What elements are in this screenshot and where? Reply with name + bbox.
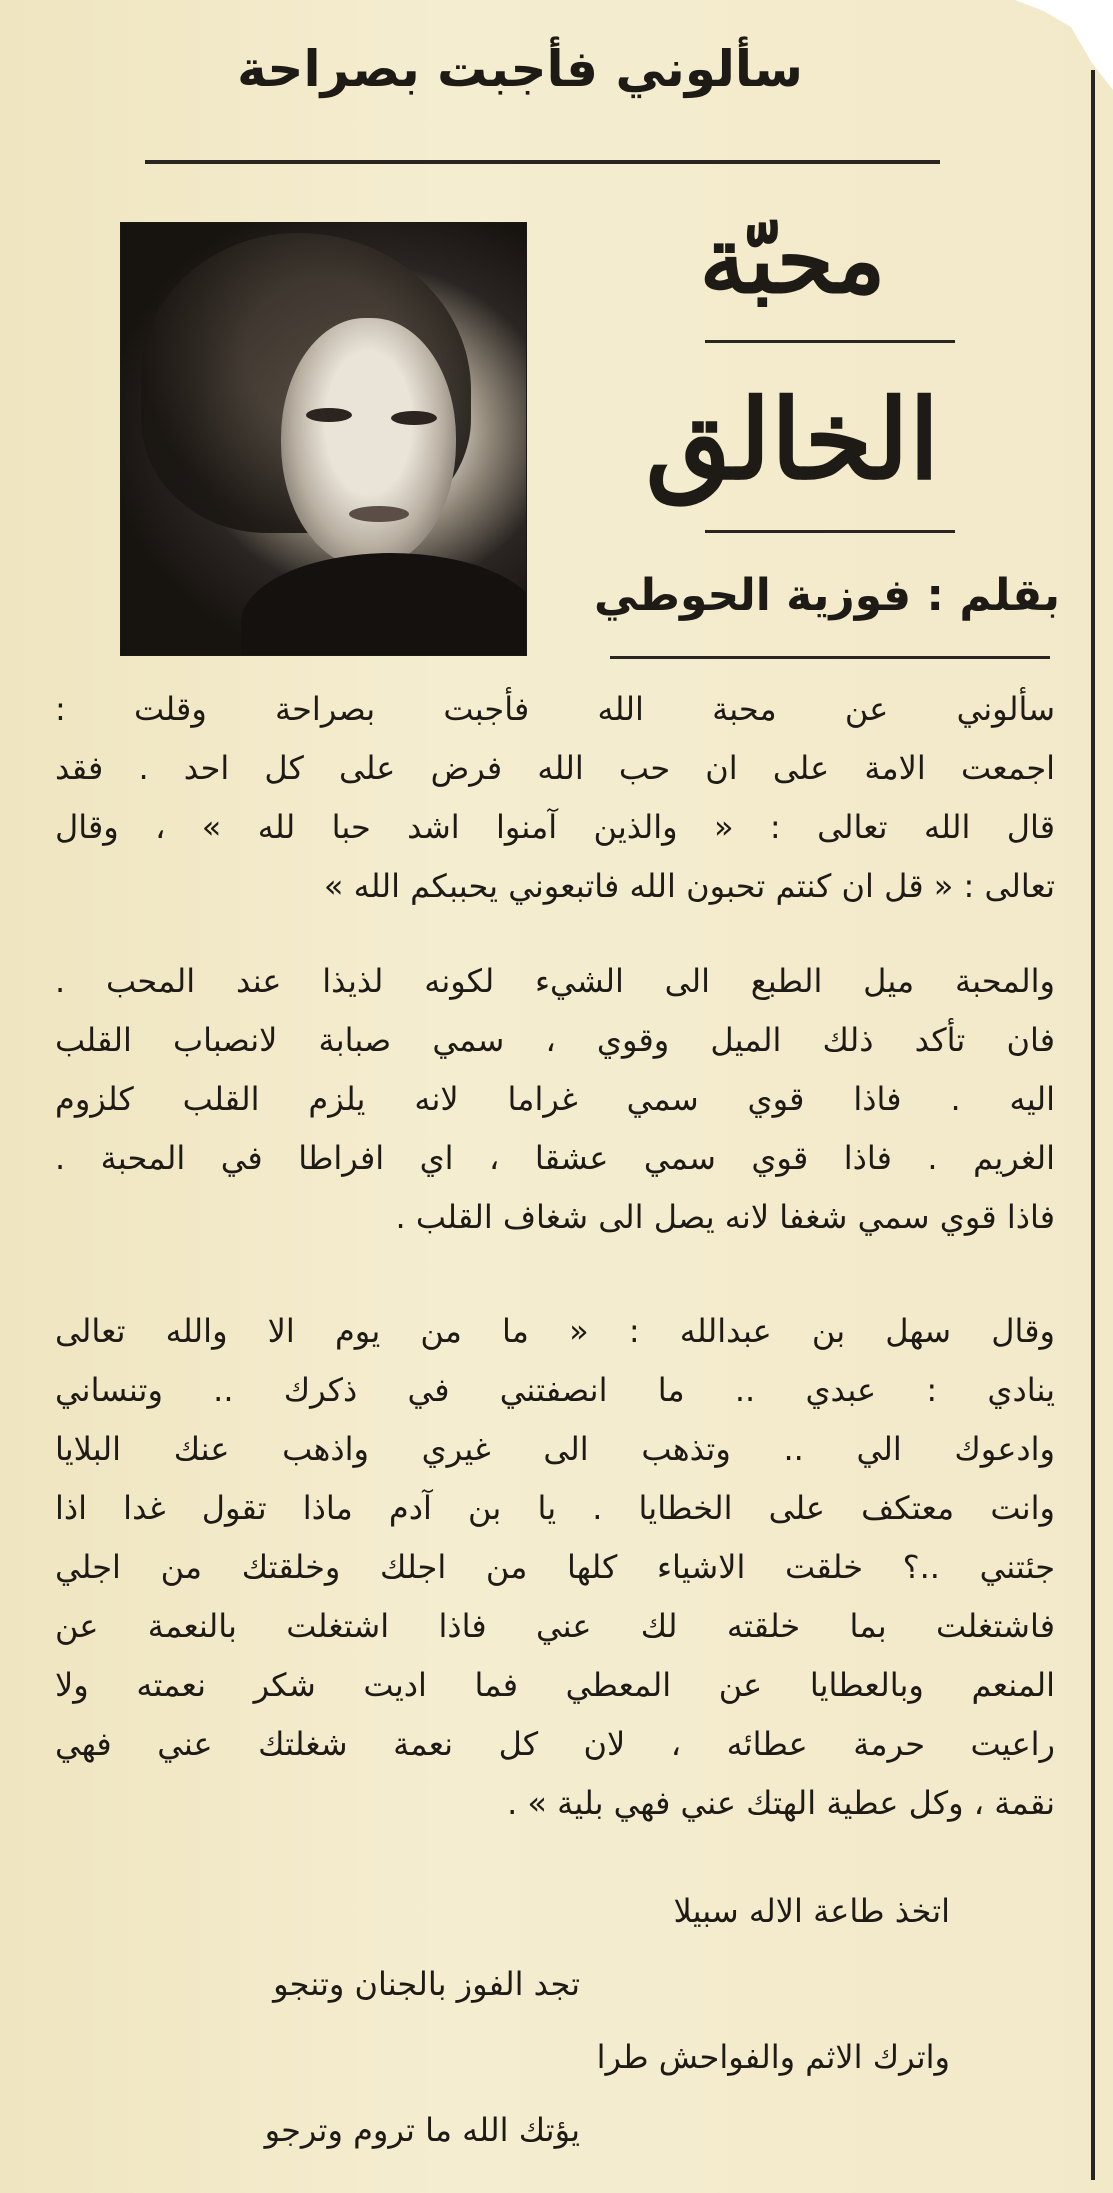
closing-poem [100,1875,1000,2167]
article-title-line-1: محبّة [699,206,886,314]
text-line: جئتني ..؟ خلقت الاشياء كلها من اجلك وخلقتك من اجلي [55,1548,1055,1586]
text-line: المنعم وبالعطايا عن المعطي فما اديت شكر نعمته ولا [55,1666,1055,1704]
text-line: فاشتغلت بما خلقته لك عني فاذا اشتغلت بالنعمة عن [55,1607,1055,1645]
author-portrait-photo [120,222,527,656]
text-line: والمحبة ميل الطبع الى الشيء لكونه لذيذا عند المحب . [55,962,1055,1000]
text-line: وقال سهل بن عبدالله : « ما من يوم الا والله تعالى [55,1312,1055,1350]
text-line: قال الله تعالى : « والذين آمنوا اشد حبا لله » ، وقال [55,808,1055,846]
text-line: تعالى : « قل ان كنتم تحبون الله فاتبعوني يحببكم الله » [323,867,1055,905]
poem-verse: اتخذ طاعة الاله سبيلا [673,1892,950,1930]
poem-verse: تجد الفوز بالجنان وتنجو [273,1965,580,2003]
text-line: سألوني عن محبة الله فأجبت بصراحة وقلت : [55,690,1055,728]
text-line: ينادي : عبدي .. ما انصفتني في ذكرك .. وتنساني [55,1371,1055,1409]
text-line: فان تأكد ذلك الميل وقوي ، سمي صبابة لانصباب القلب [55,1021,1055,1059]
paragraph-3 [55,1302,1055,1833]
poem-verse: واترك الاثم والفواحش طرا [596,2038,950,2076]
article-title-line-2: الخالق [645,375,940,504]
column-rule [1091,70,1095,2180]
text-line: وانت معتكف على الخطايا . يا بن آدم ماذا تقول غدا اذا [55,1489,1055,1527]
byline-divider [610,656,1050,659]
title-divider [705,530,955,533]
poem-verse: يؤتك الله ما تروم وترجو [264,2111,580,2149]
divider-line [145,160,940,164]
text-line: الغريم . فاذا قوي سمي عشقا ، اي افراطا في المحبة . [55,1139,1055,1177]
text-line: اجمعت الامة على ان حب الله فرض على كل احد . فقد [55,749,1055,787]
author-byline: بقلم : فوزية الحوطي [594,570,1060,621]
text-line: فاذا قوي سمي شغفا لانه يصل الى شغاف القلب . [395,1198,1055,1236]
paragraph-1 [55,680,1055,916]
text-line: وادعوك الي .. وتذهب الى غيري واذهب عنك البلايا [55,1430,1055,1468]
series-heading: سألوني فأجبت بصراحة [237,40,803,98]
text-line: اليه . فاذا قوي سمي غراما لانه يلزم القلب كلزوم [55,1080,1055,1118]
paragraph-2 [55,952,1055,1247]
title-divider [705,340,955,343]
text-line: راعيت حرمة عطائه ، لان كل نعمة شغلتك عني فهي [55,1725,1055,1763]
text-line: نقمة ، وكل عطية الهتك عني فهي بلية » . [507,1784,1055,1822]
